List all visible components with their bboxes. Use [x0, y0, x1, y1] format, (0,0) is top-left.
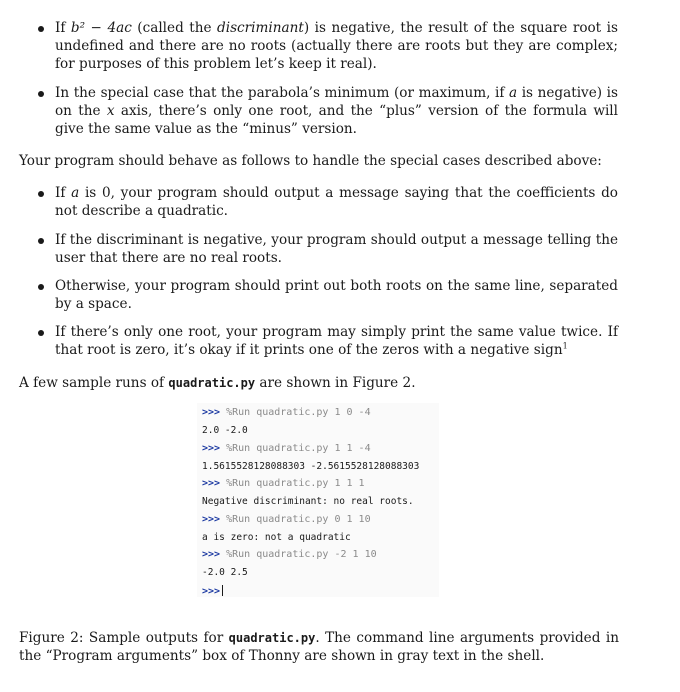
- shell-prompt: >>>: [202, 586, 221, 597]
- shell-command-line: >>> %Run quadratic.py 1 1 -4: [202, 443, 371, 454]
- bullet-icon: [38, 284, 44, 290]
- bullet-icon: [38, 330, 44, 336]
- emphasis: discriminant: [217, 20, 304, 36]
- figure-caption: Figure 2: Sample outputs for quadratic.py. The command line arguments provided in the “Program arguments” box of Thonny are shown in gray text in the shell.: [19, 630, 619, 664]
- list-item: If the discriminant is negative, your program should output a message telling the user that there are no real roots.: [38, 231, 618, 267]
- list-item: Otherwise, your program should print out both roots on the same line, separated by a space.: [38, 277, 618, 313]
- shell-output-line: -2.0 2.5: [202, 567, 248, 578]
- shell-prompt: >>>: [202, 478, 221, 489]
- shell-prompt: >>>: [202, 407, 221, 418]
- paragraph: Your program should behave as follows to handle the special cases described above:: [19, 153, 602, 169]
- list-item: If there’s only one root, your program may simply print the same value twice. If that root is zero, it’s okay if it prints one of the zeros with a negative sign$^1$: [38, 323, 618, 359]
- shell-output-line: a is zero: not a quadratic: [202, 532, 351, 543]
- figure-label: Figure 2:: [19, 630, 84, 646]
- list-item: In the special case that the parabola’s minimum (or maximum, if a is negative) is on the x axis, there’s only one root, and the “plus” version of the formula will give the same value as the “minus” version.: [38, 84, 618, 138]
- shell-command-line: >>> %Run quadratic.py 1 1 1: [202, 478, 365, 489]
- list-item: If a is 0, your program should output a message saying that the coefficients do not describe a quadratic.: [38, 184, 618, 220]
- bullet-icon: [38, 238, 44, 244]
- bullet-icon: [38, 91, 44, 97]
- shell-prompt: >>>: [202, 549, 221, 560]
- text-cursor: [222, 585, 223, 596]
- inline-code: quadratic.py: [168, 376, 256, 390]
- shell-command-line: >>> %Run quadratic.py 1 0 -4: [202, 407, 371, 418]
- shell-output-line: 1.5615528128088303 -2.5615528128088303: [202, 461, 420, 472]
- thonny-shell-figure: [197, 403, 439, 597]
- shell-command-line: >>> %Run quadratic.py -2 1 10: [202, 549, 377, 560]
- shell-prompt: >>>: [202, 443, 221, 454]
- shell-output-line: Negative discriminant: no real roots.: [202, 496, 414, 507]
- shell-prompt: >>>: [202, 514, 221, 525]
- bullet-icon: [38, 26, 44, 32]
- paragraph: A few sample runs of quadratic.py are shown in Figure 2.: [19, 375, 416, 391]
- footnote-marker[interactable]: 1: [562, 341, 568, 351]
- inline-code: quadratic.py: [228, 631, 316, 645]
- shell-output-line: 2.0 -2.0: [202, 425, 248, 436]
- bullet-icon: [38, 191, 44, 197]
- list-item: If b² − 4ac (called the discriminant) is negative, the result of the square root is undefined and there are no roots (actually there are roots but they are complex; for purposes of this problem let’s keep it real).: [38, 19, 618, 73]
- discriminant-formula: b² − 4ac: [70, 20, 132, 36]
- shell-command-line: >>> %Run quadratic.py 0 1 10: [202, 514, 371, 525]
- shell-input-line[interactable]: [202, 585, 223, 597]
